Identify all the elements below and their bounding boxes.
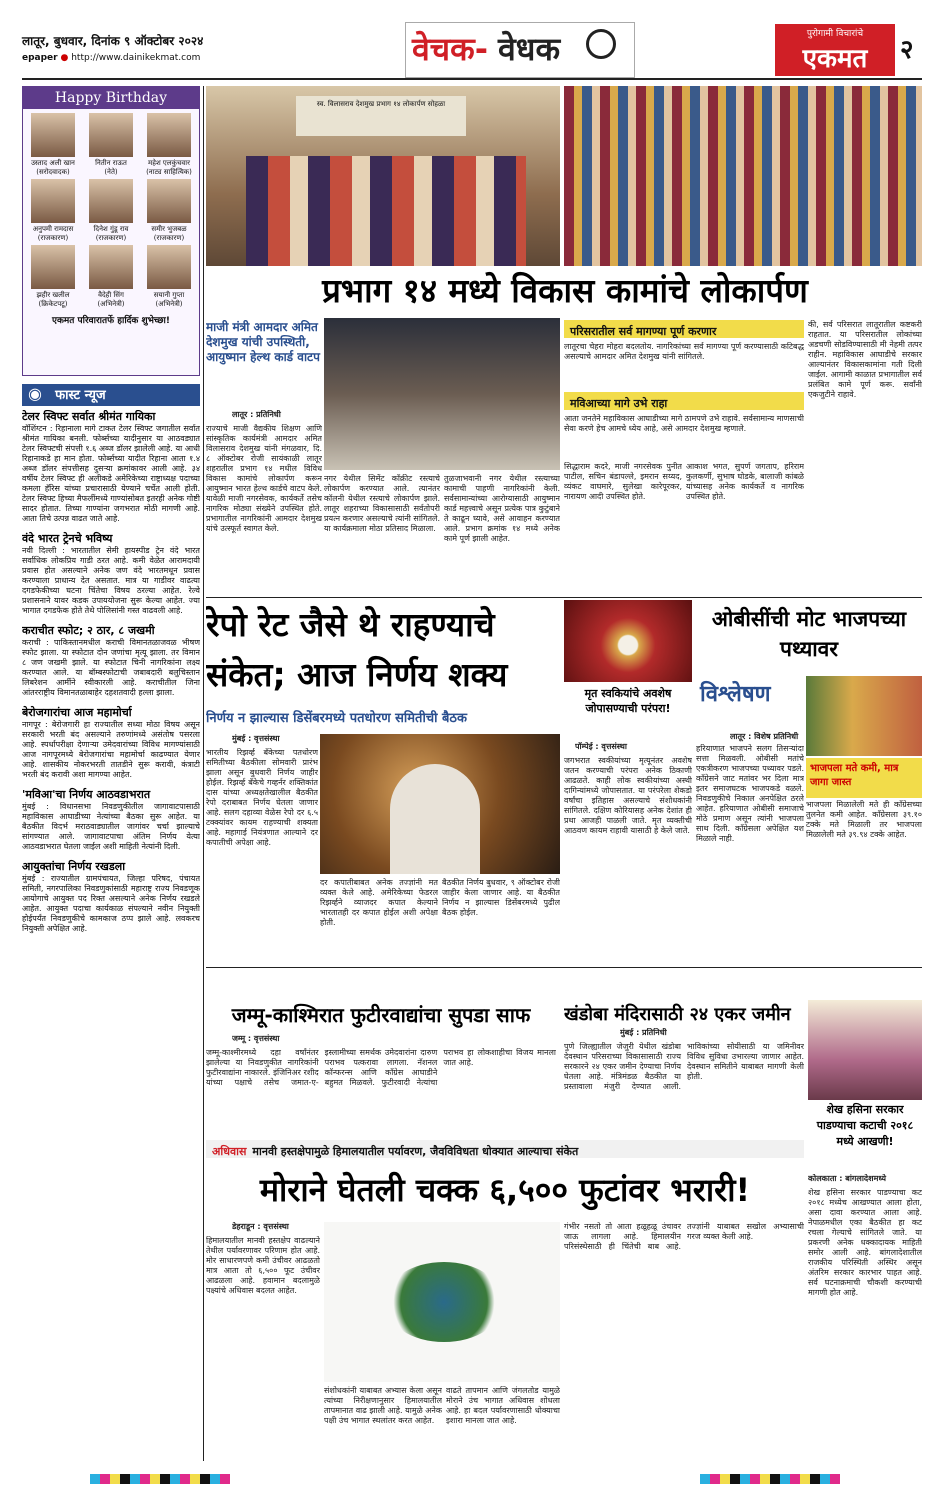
fast-news-item	[22, 624, 200, 698]
s7-caption: शेख हसिना सरकार पाडण्याचा कटाची २०१८ मध्ये आखणी!	[816, 1103, 914, 1148]
avatar	[89, 179, 133, 223]
avatar	[31, 179, 75, 223]
s1-body-col6: की, सर्व परिसरात लातूरातील कष्टकरी राहतात. या परिसरातील लोकांच्या अडचणी सोडविण्यासाठी मी नेहमी तत्पर राहीन. महाविकास आघाडीचे सरकार आल्यानंतर विकासकामांना गती दिली जाईल. आगामी काळात प्रभागातील सर्व प्रलंबित कामे पूर्ण करू. सर्वांनी एकजुटीने राहावे.	[808, 320, 922, 399]
fast-news-head: बेरोजगारांचा आज महामोर्चा	[22, 706, 132, 719]
birthday-person-name: समीर भुजबळ	[151, 225, 187, 233]
s7-body: शेख हसिना सरकार पाडण्याचा कट २०१८ मध्येच आखण्यात आला होता, असा दावा करण्यात आला आहे. नेपाळमधील एका बैठकीत हा कट रचला गेल्याचे सांगितले जाते. या प्रकरणी अनेक धक्कादायक माहिती समोर आली आहे. बांगलादेशातील राजकीय परिस्थिती अस्थिर असून अंतरिम सरकार कारभार पाहत आहे. सर्व घटनाक्रमाची चौकशी करण्याची मागणी होत आहे.	[808, 1188, 922, 1297]
s4-label: विश्लेषण	[700, 681, 771, 707]
photo-rbi-governor	[320, 734, 560, 874]
fast-news-head: कराचीत स्फोट; २ ठार, ८ जखमी	[22, 624, 155, 637]
birthday-person	[25, 179, 81, 243]
brand-name: एकमत	[802, 44, 868, 74]
birthday-title: Happy Birthday	[23, 87, 199, 109]
fast-news-body: मुंबई : विधानसभा निवडणुकीतील जागावाटपासाठी महाविकास आघाडीच्या नेत्यांच्या बैठका सुरू आहेत. या बैठकीत विदर्भ मराठवाड्यातील जागांवर चर्चा झाल्याचे सांगण्यात आले. जागावाटपाचा अंतिम निर्णय येत्या आठवडाभरात घेतला जाईल अशी माहिती नेत्यांनी दिली.	[22, 802, 200, 851]
birthday-wish: एकमत परिवारातर्फे हार्दिक शुभेच्छा!	[52, 316, 170, 326]
fast-news-item	[22, 532, 200, 616]
issue-date: लातूर, बुधवार, दिनांक ९ ऑक्टोबर २०२४	[22, 34, 204, 48]
avatar	[89, 245, 133, 289]
s5-dateline: जम्मू : वृत्तसंस्था	[232, 1034, 280, 1043]
fast-news-item	[22, 860, 200, 934]
birthday-person-name: वैदेही सिंग	[98, 291, 124, 299]
epaper-label: epaper	[22, 53, 58, 63]
fast-news-body: नवी दिल्ली : भारतातील सेमी हायस्पीड ट्रेन वंदे भारत सर्वाधिक लोकप्रिय गाडी ठरत आहे. कमी वेळेत आरामदायी प्रवास होत असल्याने अनेक जण वंदे भारतमधून प्रवास करण्याला प्राधान्य देत असतात. मात्र या गाडीवर वाढत्या दगडफेकीच्या घटना चिंतेचा विषय ठरल्या आहेत. रेल्वे प्रशासनाने यावर कडक उपाययोजना सुरू केल्या आहेत. ज्या भागात दगडफेक होते तेथे पोलिसांनी गस्त वाढवली आहे.	[22, 546, 200, 615]
birthday-person-name: झहीर खलील	[36, 291, 70, 299]
s8-body-col3: वाढते तापमान आणि जंगलतोड यामुळे मोराने उंच भागात अधिवास शोधला आहे. हा बदल पर्यावरणासाठी धोक्याचा इशारा मानला जात आहे.	[446, 1386, 560, 1425]
s1-body-col5: आकाश भगत, सुपर्ण जगताप, हरिराम कुलकर्णी, सुभाष घोडके, बालाजी कांबळे यांच्यासह अनेक कार्यकर्ते व नागरिक उपस्थित होते.	[686, 462, 804, 501]
photo-peacock	[324, 1222, 560, 1382]
s4-sidebox	[806, 758, 922, 798]
birthday-person-role: (नाट्य साहित्यिक)	[146, 168, 192, 176]
s3-body: जगभरात स्वकीयांच्या मृत्यूनंतर अवशेष जतन करण्याची परंपरा अनेक ठिकाणी आढळते. काही लोक स्वकीयांच्या अस्थी दागिन्यांमध्ये जोपासतात. या परंपरेला शेकडो वर्षांचा इतिहास असल्याचे संशोधकांनी सांगितले. दक्षिण कोरियासह अनेक देशांत ही प्रथा आजही पाळली जाते. मृत व्यक्तीची आठवण कायम राहावी यासाठी हे केले जाते.	[564, 756, 692, 835]
birthday-person-role: (नेते)	[104, 168, 118, 176]
fast-news-title: फास्ट न्यूज	[55, 388, 106, 403]
birthday-person-role: (राजकारण)	[37, 234, 69, 242]
s8-body-col1: हिमालयातील मानवी हस्तक्षेप वाढल्याने तेथील पर्यावरणावर परिणाम होत आहे. मोर साधारणपणे कमी उंचीवर आढळतो मात्र आता तो ६,५०० फूट उंचीवर आढळला आहे. हवामान बदलामुळे पक्ष्यांचे अधिवास बदलत आहेत.	[206, 1236, 320, 1295]
birthday-person	[83, 179, 139, 243]
s1-body-col2: नगर येथील सिमेंट काँक्रीट रस्त्याचे लोकार्पण करण्यात आले. त्यानंतर कॉलनी येथील रस्त्याचे लोकार्पण झाले. लातूर शहराच्या विकासासाठी सर्वतोपरी प्रयत्न करणार असल्याचे त्यांनी सांगितले. या कार्यक्रमाला मोठा प्रतिसाद मिळाला.	[324, 474, 440, 533]
fast-news-head: टेलर स्विफ्ट सर्वात श्रीमंत गायिका	[22, 410, 156, 423]
photo-audience	[564, 86, 922, 266]
page-number: २	[900, 35, 914, 65]
bolt-icon: ◉	[28, 384, 42, 403]
s1-body-col4: सिद्धाराम कदरे, माजी नगरसेवक पुनीत पाटील, सचिन बंडापल्ले, इमरान सय्यद, व्यंकट वाघमारे, सुलेखा कारेपूरकर, नारायण आदी उपस्थित होते.	[564, 462, 682, 501]
s8-headline: मोराने घेतली चक्क ६,५०० फुटांवर भरारी!	[259, 1171, 751, 1209]
s2-subhead: निर्णय न झाल्यास डिसेंबरमध्ये पतधोरण समितीची बैठक	[206, 711, 467, 726]
birthday-person-name: सयानी गुप्ता	[153, 291, 185, 299]
dateline	[22, 32, 352, 63]
fast-news-item	[22, 410, 200, 524]
photo-locket	[564, 600, 692, 682]
birthday-person	[141, 245, 197, 309]
birthday-box	[22, 86, 200, 376]
avatar	[147, 179, 191, 223]
globe-icon: ●	[60, 53, 69, 63]
birthday-person-name: अनुपमी रामदास	[32, 225, 74, 233]
s1-subhead: माजी मंत्री आमदार अमित देशमुख यांची उपस्थिती, आयुष्मान हेल्थ कार्ड वाटप	[206, 320, 320, 364]
s6-dateline: मुंबई : प्रतिनिधी	[620, 1028, 667, 1037]
s6-body: पुणे जिल्ह्यातील जेजुरी येथील खंडोबा देवस्थान परिसराच्या विकासासाठी राज्य सरकारने २४ एकर जमीन देण्याचा निर्णय घेतला आहे. मंत्रिमंडळ बैठकीत या प्रस्तावाला मंजुरी देण्यात आली. भाविकांच्या सोयीसाठी या जमिनीवर विविध सुविधा उभारल्या जाणार आहेत. देवस्थान समितीने याबाबत मागणी केली होती.	[564, 1042, 804, 1091]
fast-news-header	[22, 384, 200, 406]
s3-caption: मृत स्वकियांचे अवशेष जोपासण्याची परंपरा!	[584, 687, 672, 715]
s2-body-col2: दर कपातीबाबत अनेक तज्ज्ञांनी मत व्यक्त केले आहे. अमेरिकेच्या फेडरल रिझर्व्हने व्याजदर कपात केल्याने भारतातही दर कपात होईल अशी अपेक्षा होती.	[320, 878, 438, 927]
brand-tagline: पुरोगामी विचारांचे	[806, 29, 864, 39]
s1-box1-head: परिसरातील सर्व मागण्या पूर्ण करणार	[570, 325, 717, 338]
s1-box1-body: लातूरचा चेहरा मोहरा बदलतोय. नागरिकांच्या सर्व मागण्या पूर्ण करण्यासाठी कटिबद्ध असल्याचे आमदार अमित देशमुख यांनी सांगितले.	[564, 342, 804, 361]
print-marks	[0, 1470, 945, 1490]
birthday-person-role: (अभिनेत्री)	[97, 300, 125, 308]
magnifier-icon	[586, 29, 616, 59]
s7-dateline: कोलकाता : बांगलादेशमध्ये	[808, 1174, 887, 1183]
birthday-person	[141, 179, 197, 243]
s8-tagbar	[206, 1140, 804, 1158]
s2-headline: रेपो रेट जैसे थे राहण्याचे संकेत; आज निर्णय शक्य	[206, 605, 508, 694]
birthday-person	[25, 245, 81, 309]
fast-news-body: नागपूर : बेरोजगारी हा राज्यातील सध्या मोठा विषय असून सरकारी भरती बंद असल्याने तरुणांमध्ये असंतोष पसरला आहे. स्पर्धापरीक्षा देणाऱ्या उमेदवारांच्या विविध मागण्यांसाठी आज नागपूरमध्ये बेरोजगारांचा महामोर्चा काढण्यात येणार आहे. शासकीय नोकरभरती तातडीने सुरू करावी, कंत्राटी भरती बंद करावी अशा मागण्या आहेत.	[22, 720, 200, 779]
masthead	[405, 22, 635, 78]
s8-tagline: मानवी हस्तक्षेपामुळे हिमालयातील पर्यावरण, जैवविविधता धोक्यात आल्याचा संकेत	[252, 1145, 579, 1158]
fast-news-body: वॉशिंग्टन : रिहानाला मागे टाकत टेलर स्विफ्ट जगातील सर्वात श्रीमंत गायिका बनली. फोर्ब्सच्या यादीनुसार या आठवड्यात टेलर स्विफ्टची संपत्ती १.६ अब्ज डॉलर झालेली आहे. या आधी रिहानाकडे हा मान होता. फोर्ब्सच्या यादीत रिहाना आता १.४ अब्ज डॉलर संपत्तीसह दुसऱ्या क्रमांकावर आली आहे. ३४ वर्षीय टेलर स्विफ्ट ही अलीकडे अमेरिकेच्या राष्ट्राध्यक्ष पदाच्या कमला हॅरिस यांच्या प्रचारासाठी येण्याने चर्चेत आली होती. टेलर स्विफ्ट हिच्या मैफलींमध्ये गाण्यांसोबत इतरही अनेक गोष्टी सादर होतात. तिच्या गाण्यांना जगभरात मोठी मागणी आहे. आता तिचे उत्पन्न वाढत जाते आहे.	[22, 424, 200, 523]
s2-dateline: मुंबई : वृत्तसंस्था	[232, 734, 280, 743]
s6-headline: खंडोबा मंदिरासाठी २४ एकर जमीन	[564, 1004, 791, 1025]
s3-dateline: पॉम्पेई : वृत्तसंस्था	[575, 742, 627, 751]
fast-news-body: मुंबई : राज्यातील ग्रामपंचायत, जिल्हा परिषद, पंचायत समिती, नगरपालिका निवडणुकांसाठी महाराष्ट्र राज्य निवडणूक आयोगाचे आयुक्त पद रिक्त असल्याने अनेक निर्णय रखडले आहेत. आयुक्त पदाचा कार्यकाळ संपल्याने नवीन नियुक्ती होईपर्यंत निवडणुकीचे कामकाज ठप्प झाले आहे. लवकरच नियुक्ती अपेक्षित आहे.	[22, 874, 200, 933]
fast-news-list	[22, 410, 200, 1465]
birthday-person-role: (राजकारण)	[95, 234, 127, 242]
avatar	[147, 245, 191, 289]
s5-body: जम्मू-काश्मीरमध्ये दहा वर्षांनंतर झालेल्या या निवडणुकीत नागरिकांनी फुटीरवाद्यांना नाकारले. इंजिनिअर रशीद यांच्या पक्षाचे तसेच जमात-ए-इस्लामीच्या समर्थक उमेदवारांना दारुण पराभव पत्करावा लागला. नॅशनल कॉन्फरन्स आणि काँग्रेस आघाडीने बहुमत मिळवले. फुटीरवादी नेत्यांचा पराभव हा लोकशाहीचा विजय मानला जात आहे.	[206, 1048, 556, 1087]
s2-body-col3: बैठकीत निर्णय बुधवार, ९ ऑक्टोबर रोजी जाहीर केला जाणार आहे. या बैठकीत निर्णय न झाल्यास डिसेंबरमध्ये पुढील बैठक होईल.	[442, 878, 560, 917]
fast-news-head: वंदे भारत ट्रेनचे भविष्य	[22, 532, 113, 545]
s4-sidebox-body: भाजपला मिळालेली मते ही काँग्रेसच्या तुलनेत कमी आहेत. काँग्रेसला ३९.१० टक्के मते मिळाली तर भाजपला मिळालेली मते ३९.९४ टक्के आहेत.	[806, 800, 922, 839]
birthday-grid	[23, 109, 199, 313]
s4-headline: ओबीसींची मोट भाजपच्या पथ्यावर	[711, 607, 907, 661]
fast-news-head: आयुक्तांचा निर्णय रखडला	[22, 860, 126, 873]
s2-body-col1: भारतीय रिझर्व्ह बँकेच्या पतधोरण समितीच्या बैठकीला सोमवारी प्रारंभ झाला असून बुधवारी निर्णय जाहीर होईल. रिझर्व्ह बँकेचे गव्हर्नर शक्तिकांत दास यांच्या अध्यक्षतेखालील बैठकीत रेपो दराबाबत निर्णय घेतला जाणार आहे. सलग दहाव्या वेळेस रेपो दर ६.५ टक्क्यांवर कायम राहण्याची शक्यता आहे. महागाई नियंत्रणात आल्याने दर कपातीची अपेक्षा आहे.	[206, 748, 318, 847]
brand-logo	[775, 24, 895, 76]
s8-dateline: डेहराडून : वृत्तसंस्था	[232, 1222, 289, 1231]
photo-politicians	[806, 676, 922, 756]
s8-body-col4: गंभीर नसतो तो आता हळूहळू उंचावर जाऊ लागला आहे. हिमालयीन परिसंस्थेसाठी ही चिंतेची बाब आहे. तज्ज्ञांनी याबाबत सखोल अभ्यासाची गरज व्यक्त केली आहे.	[564, 1222, 804, 1251]
s1-box2-body: आता जनतेने महाविकास आघाडीच्या मागे ठामपणे उभे राहावे. सर्वसामान्य माणसाची सेवा करणे हेच आमचे ध्येय आहे, असे आमदार देशमुख म्हणाले.	[564, 414, 804, 433]
avatar	[31, 113, 75, 157]
photo-procession	[324, 318, 560, 470]
photo-sheikh-hasina	[808, 1000, 922, 1100]
birthday-person	[83, 245, 139, 309]
birthday-person	[25, 113, 81, 177]
fast-news-item	[22, 788, 200, 852]
s1-headline: प्रभाग १४ मध्ये विकास कामांचे लोकार्पण	[322, 271, 808, 310]
masthead-left: वेचक-	[412, 30, 488, 68]
avatar	[147, 113, 191, 157]
birthday-person-role: (क्रिकेटपटू)	[38, 300, 68, 308]
s1-body-col1: राज्याचे माजी वैद्यकीय शिक्षण आणि सांस्कृतिक कार्यमंत्री आमदार अमित विलासराव देशमुख यांनी मंगळवार, दि. ८ ऑक्टोबर रोजी सायंकाळी लातूर शहरातील प्रभाग १४ मधील विविध विकास कामांचे लोकार्पण करून आयुष्मान भारत हेल्थ कार्डचे वाटप केले. यावेळी माजी नगरसेवक, कार्यकर्ते तसेच नागरिक मोठ्या संख्येने उपस्थित होते. प्रभागातील नागरिकांनी आमदार देशमुख यांचे उत्स्फूर्त स्वागत केले.	[206, 424, 322, 533]
birthday-person-role: (सरोदवादक)	[36, 168, 70, 176]
fast-news-head: 'मविआ'चा निर्णय आठवडाभरात	[22, 788, 151, 801]
avatar	[89, 113, 133, 157]
birthday-person-name: दिनेश गुंडू राव	[93, 225, 129, 233]
birthday-person	[83, 113, 139, 177]
s1-box2-head: मविआच्या मागे उभे राहा	[570, 397, 668, 410]
s1-body-col3: तुळजाभवानी नगर येथील रस्त्याच्या कामाची पाहणी नागरिकांनी केली. सर्वसामान्यांच्या आरोग्यासाठी आयुष्मान कार्ड महत्त्वाचे असून प्रत्येक पात्र कुटुंबाने ते काढून घ्यावे, असे आवाहन करण्यात आले. प्रभाग क्रमांक १४ मध्ये अनेक कामे पूर्ण झाली आहेत.	[444, 474, 560, 543]
birthday-person-name: उस्ताद अली खान	[31, 159, 75, 167]
site-url[interactable]: http://www.dainikekmat.com	[71, 53, 201, 63]
s1-box2	[564, 392, 804, 410]
fast-news-body: कराची : पाकिस्तानमधील कराची विमानतळाजवळ भीषण स्फोट झाला. या स्फोटात दोन जणांचा मृत्यू झाला. तर विमान ८ जण जखमी झाले. या स्फोटात चिनी नागरिकांना लक्ष्य करण्यात आले. या बॉम्बस्फोटाची जबाबदारी बलुचिस्तान लिबरेशन आर्मीने स्वीकारली आहे. कराचीतील जिना आंतरराष्ट्रीय विमानतळाबाहेर दहशतवादी हल्ला झाला.	[22, 638, 200, 697]
s4-sidebox-head: भाजपला मते कमी, मात्र जागा जास्त	[810, 763, 899, 788]
birthday-person-role: (अभिनेत्री)	[155, 300, 183, 308]
s8-tag: अधिवास	[212, 1145, 247, 1158]
s4-dateline: लातूर : विशेष प्रतिनिधी	[730, 732, 799, 741]
photo-card-distribution	[206, 86, 560, 266]
avatar	[31, 245, 75, 289]
fast-news-item	[22, 706, 200, 780]
birthday-person-name: महेश एलकुंचवार	[148, 159, 190, 167]
s5-headline: जम्मू-काश्मिरात फुटीरवाद्यांचा सुपडा साफ	[231, 1003, 531, 1027]
s8-body-col2: संशोधकांनी याबाबत अभ्यास केला असून त्यांच्या निरीक्षणानुसार हिमालयातील तापमानात वाढ झाली आहे. यामुळे अनेक पक्षी उंच भागात स्थलांतर करत आहेत.	[324, 1386, 442, 1425]
birthday-person	[141, 113, 197, 177]
masthead-right: वेधक	[498, 30, 561, 68]
birthday-person-role: (राजकारण)	[153, 234, 185, 242]
s4-body: हरियाणात भाजपने सलग तिसऱ्यांदा सत्ता मिळवली. ओबीसी मतांचे एकत्रीकरण भाजपच्या पथ्यावर पडले. काँग्रेसने जाट मतांवर भर दिला मात्र इतर समाजघटक भाजपकडे वळले. निवडणुकीचे निकाल अनपेक्षित ठरले आहेत. हरियाणात ओबीसी समाजाचे मोठे प्रमाण असून त्यांनी भाजपला साथ दिली. काँग्रेसला अपेक्षित यश मिळाले नाही.	[696, 744, 804, 843]
s1-box1	[564, 320, 804, 338]
birthday-person-name: नितीन राऊत	[95, 159, 127, 167]
s1-dateline: लातूर : प्रतिनिधी	[232, 410, 281, 419]
photo-banner: स्व. विलासराव देशमुख प्रभाग १४ लोकार्पण सोहळा	[296, 96, 466, 136]
